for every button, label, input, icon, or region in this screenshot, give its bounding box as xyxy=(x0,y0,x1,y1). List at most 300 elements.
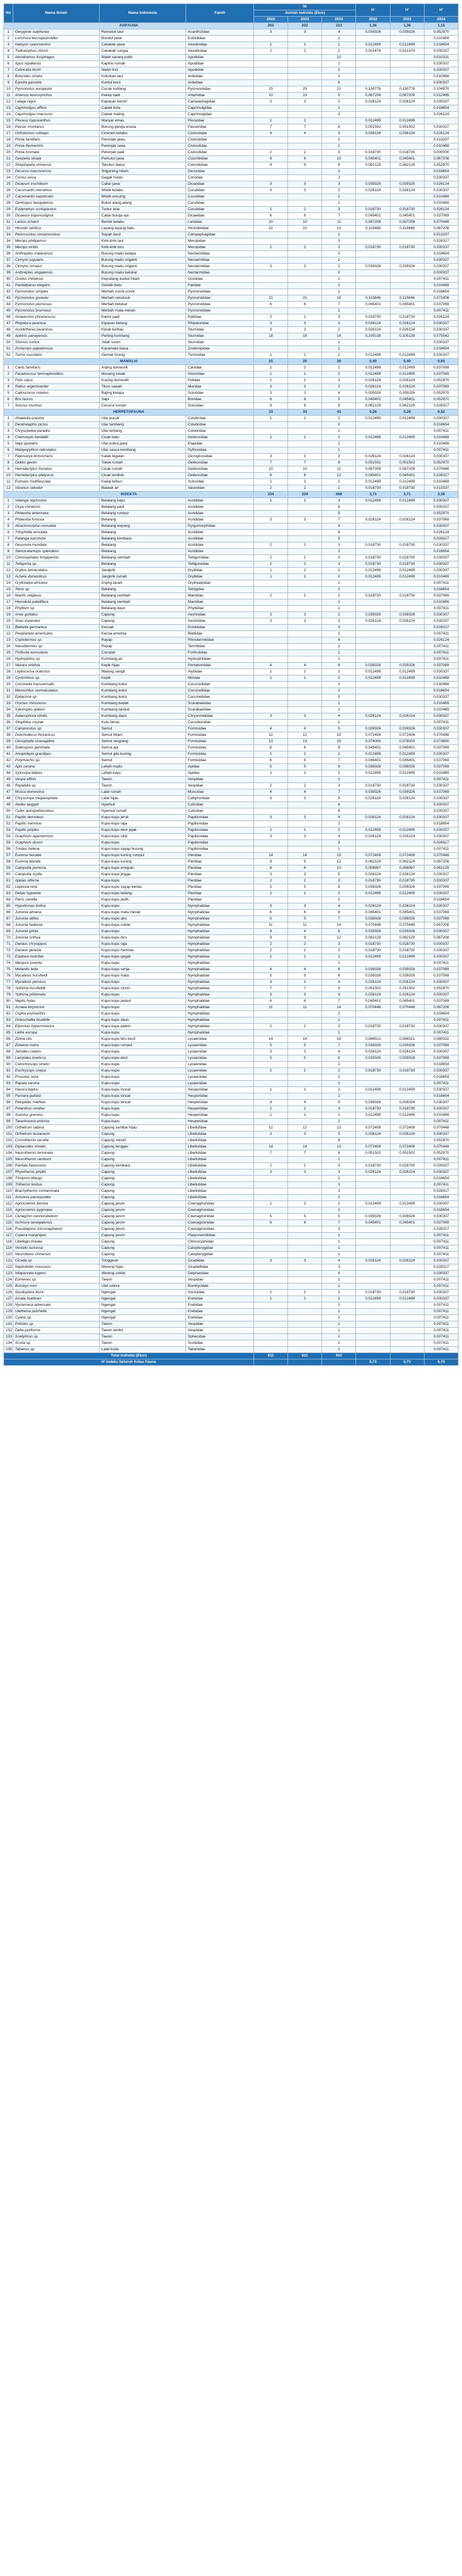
row-number: 81 xyxy=(4,1005,13,1011)
count-2024: 3 xyxy=(322,112,356,118)
family-name: Hydrophilidae xyxy=(186,656,254,663)
count-2022: 2 xyxy=(254,593,288,599)
h-2023 xyxy=(390,175,424,181)
table-row xyxy=(4,789,459,796)
count-2022 xyxy=(254,960,288,967)
family-name: Scarabaeidae xyxy=(186,701,254,707)
count-2024: 5 xyxy=(322,511,356,517)
row-number: 64 xyxy=(4,897,13,903)
indonesian-name: Kapinis rumah xyxy=(100,61,186,67)
scientific-name: Butorides striata xyxy=(13,74,100,80)
h-2024: 0,010469 xyxy=(424,200,458,207)
row-number: 27 xyxy=(4,194,13,200)
h-2022: 0,039326 xyxy=(356,181,390,188)
indonesian-name: Kapasan kemiri xyxy=(100,99,186,105)
row-number: 36 xyxy=(4,251,13,257)
family-name: Libellulidae xyxy=(186,1182,254,1188)
table-row xyxy=(4,1163,459,1169)
h-2023 xyxy=(390,1207,424,1214)
h-2024: 0,072408 xyxy=(424,295,458,302)
count-2023: 3 xyxy=(288,327,322,333)
row-number: 7 xyxy=(4,454,13,460)
h-2022: 0,012499 xyxy=(356,365,390,371)
h-2023: 0,119488 xyxy=(390,226,424,232)
table-row xyxy=(4,441,459,447)
count-2024: 18 xyxy=(322,1036,356,1043)
family-name: Cuculidae xyxy=(186,188,254,194)
category-total: 33 xyxy=(254,409,288,416)
count-2022: 14 xyxy=(254,1144,288,1150)
category-total: 334 xyxy=(288,492,322,498)
family-name: Libellulidae xyxy=(186,1157,254,1163)
h-2023: 0,026124 xyxy=(390,796,424,802)
count-2024: 8 xyxy=(322,1138,356,1144)
scientific-name: Lonchura leucogastroides xyxy=(13,36,100,42)
family-name: Tettigoniidae xyxy=(186,561,254,568)
h-2022: 0,045401 xyxy=(356,213,390,219)
family-name: Papilionidae xyxy=(186,821,254,827)
row-number: 23 xyxy=(4,637,13,644)
indonesian-name: Nyamuk xyxy=(100,802,186,808)
count-2023 xyxy=(288,625,322,631)
h-2024: 0,030337 xyxy=(424,891,458,897)
count-2023 xyxy=(288,606,322,612)
h-2022 xyxy=(356,897,390,903)
row-number: 32 xyxy=(4,226,13,232)
indonesian-name: Merbah belukar xyxy=(100,302,186,308)
family-name: Nymphalidae xyxy=(186,948,254,954)
row-number: 49 xyxy=(4,333,13,340)
indonesian-name: Capung xyxy=(100,1188,186,1195)
indonesian-name: Tonggeret xyxy=(100,1258,186,1264)
scientific-name: Epilachna sp. xyxy=(13,694,100,701)
scientific-name: Graphium doson xyxy=(13,840,100,846)
scientific-name: Nasutitermes sp. xyxy=(13,644,100,650)
count-2023: 1 xyxy=(288,42,322,48)
scientific-name: Valanga nigricornis xyxy=(13,498,100,504)
scientific-name: Aedes aegypti xyxy=(13,802,100,808)
h-2022 xyxy=(356,80,390,86)
count-2024: 12 xyxy=(322,473,356,479)
row-number: 41 xyxy=(4,283,13,289)
h-2023 xyxy=(390,1182,424,1188)
h-2023: 0,018730 xyxy=(390,1068,424,1074)
h-2022: 0,018730 xyxy=(356,207,390,213)
count-2024: 1 xyxy=(322,194,356,200)
scientific-name: Doleschallia bisaltide xyxy=(13,1017,100,1024)
category-total: 0,26 xyxy=(356,409,390,416)
h-2023 xyxy=(390,1321,424,1328)
count-2023 xyxy=(288,720,322,726)
family-name: Delphacidae xyxy=(186,1271,254,1277)
category-total: 3,38 xyxy=(424,492,458,498)
scientific-name: Lalage nigra xyxy=(13,99,100,105)
indonesian-name: Kupu-kupu xyxy=(100,979,186,986)
count-2022 xyxy=(254,238,288,245)
count-2022: 7 xyxy=(254,460,288,466)
scientific-name: Lethe europa xyxy=(13,1030,100,1036)
h-2023 xyxy=(390,821,424,827)
scientific-name: Nezara viridula xyxy=(13,663,100,669)
table-row xyxy=(4,156,459,162)
count-2022 xyxy=(254,777,288,783)
h-2024: 0,037069 xyxy=(424,1043,458,1049)
family-name: Hirundinidae xyxy=(186,226,254,232)
table-row xyxy=(4,378,459,384)
family-name: Acrididae xyxy=(186,511,254,517)
count-2023: 2 xyxy=(288,542,322,549)
category-row xyxy=(4,409,459,416)
h-2022: 0,039326 xyxy=(356,1043,390,1049)
count-2022 xyxy=(254,694,288,701)
indonesian-name: Tikus sawah xyxy=(100,384,186,390)
h-2024: 0,030337 xyxy=(424,555,458,561)
h-2022 xyxy=(356,1283,390,1290)
count-2024: 5 xyxy=(322,397,356,403)
family-name: Hesperiidae xyxy=(186,1093,254,1100)
h-2024: 0,012499 xyxy=(424,93,458,99)
h-2022: 0,018730 xyxy=(356,542,390,549)
indonesian-name: Kupu-kupu xyxy=(100,1068,186,1074)
category-total: 0,52 xyxy=(424,409,458,416)
h-2024: 0,030337 xyxy=(424,264,458,270)
h-2022: 0,039326 xyxy=(356,916,390,922)
h-2022: 0,039326 xyxy=(356,1055,390,1062)
count-2022 xyxy=(254,580,288,587)
row-number: 40 xyxy=(4,745,13,751)
count-2022: 6 xyxy=(254,998,288,1005)
h-2024: 0,030337 xyxy=(424,992,458,998)
count-2024: 5 xyxy=(322,929,356,935)
row-number: 15 xyxy=(4,118,13,124)
count-2022: 8 xyxy=(254,865,288,872)
count-2023: 3 xyxy=(288,517,322,523)
indonesian-name: Perling kumbang xyxy=(100,333,186,340)
h-2022: 0,018730 xyxy=(356,783,390,789)
count-2022 xyxy=(254,897,288,903)
family-name: Meropidae xyxy=(186,245,254,251)
h-2023: 0,026124 xyxy=(390,378,424,384)
h-2024: 0,030337 xyxy=(424,903,458,910)
h-2023: 0,062129 xyxy=(390,935,424,941)
count-2023: 1 xyxy=(288,574,322,580)
scientific-name: Apus nipalensis xyxy=(13,61,100,67)
count-2023 xyxy=(288,530,322,536)
scientific-name: Acisoma panorpoides xyxy=(13,1195,100,1201)
row-number: 38 xyxy=(4,264,13,270)
table-row xyxy=(4,460,459,466)
scientific-name: Passer montanus xyxy=(13,124,100,131)
scientific-name: Leptocorisa oratorius xyxy=(13,669,100,675)
scientific-name: Vespa affinis xyxy=(13,777,100,783)
h-2024: 0,030337 xyxy=(424,542,458,549)
indonesian-name: Burung madu kelapa xyxy=(100,251,186,257)
count-2022: 9 xyxy=(254,403,288,409)
count-2022: 3 xyxy=(254,454,288,460)
family-name: Bombycidae xyxy=(186,1283,254,1290)
category-total: 3,71 xyxy=(390,492,424,498)
indonesian-name: Lebah madu xyxy=(100,764,186,770)
h-2024: 0,010469 xyxy=(424,143,458,150)
count-2022 xyxy=(254,308,288,314)
family-name: Meropidae xyxy=(186,238,254,245)
h-2024: 0,030337 xyxy=(424,1131,458,1138)
count-2023: 3 xyxy=(288,903,322,910)
row-number: 63 xyxy=(4,891,13,897)
h-2022: 0,012499 xyxy=(356,352,390,359)
h-2024: 0,030337 xyxy=(424,67,458,74)
h-2024: 0,030337 xyxy=(424,1296,458,1302)
count-2024: 1 xyxy=(322,289,356,295)
count-2022 xyxy=(254,1347,288,1353)
family-name: Papilionidae xyxy=(186,834,254,840)
count-2024: 11 xyxy=(322,219,356,226)
h-2022: 0,067208 xyxy=(356,219,390,226)
count-2022: 4 xyxy=(254,726,288,732)
count-2022 xyxy=(254,1271,288,1277)
count-2022: 7 xyxy=(254,986,288,992)
count-2024: 2 xyxy=(322,549,356,555)
count-2023: 2 xyxy=(288,941,322,948)
count-2024: 1 xyxy=(322,428,356,435)
indonesian-name: Merbah cerukcuk xyxy=(100,295,186,302)
family-name: Lycaenidae xyxy=(186,1068,254,1074)
h-2024: 0,030337 xyxy=(424,321,458,327)
row-number: 29 xyxy=(4,675,13,682)
table-row xyxy=(4,1328,459,1334)
h-2023 xyxy=(390,701,424,707)
indonesian-name: Jalak suren xyxy=(100,340,186,346)
scientific-name: Neurobasis chinensis xyxy=(13,1252,100,1258)
h-2024: 0,030337 xyxy=(424,188,458,194)
table-row xyxy=(4,555,459,561)
row-number: 25 xyxy=(4,650,13,656)
count-2024: 6 xyxy=(322,663,356,669)
row-number: 102 xyxy=(4,1138,13,1144)
scientific-name: Neptis hylas xyxy=(13,998,100,1005)
row-number: 91 xyxy=(4,1068,13,1074)
h-2024: 0,037069 xyxy=(424,998,458,1005)
table-row xyxy=(4,1157,459,1163)
row-number: 6 xyxy=(4,397,13,403)
h-2022: 0,039326 xyxy=(356,789,390,796)
row-number: 13 xyxy=(4,105,13,112)
count-2023 xyxy=(288,637,322,644)
count-2022: 7 xyxy=(254,1150,288,1157)
count-2024: 2 xyxy=(322,245,356,251)
family-name: Calliphoridae xyxy=(186,796,254,802)
count-2023 xyxy=(288,1252,322,1258)
indonesian-name: Kupu-kupu xyxy=(100,878,186,884)
count-2022 xyxy=(254,637,288,644)
h-2023 xyxy=(390,105,424,112)
family-name: Hesperiidae xyxy=(186,1106,254,1112)
h-2024: 0,037069 xyxy=(424,916,458,922)
table-row xyxy=(4,783,459,789)
count-2022: 2 xyxy=(254,1068,288,1074)
scientific-name: Dolichoderus thoracicus xyxy=(13,732,100,739)
scientific-name: Collocalia linchi xyxy=(13,67,100,74)
count-2022 xyxy=(254,802,288,808)
scientific-name: Lampides boeticus xyxy=(13,1055,100,1062)
scientific-name: Libellago lineata xyxy=(13,1239,100,1245)
family-name: Apodidae xyxy=(186,61,254,67)
count-2022 xyxy=(254,346,288,352)
h-2024: 0,030337 xyxy=(424,783,458,789)
scientific-name: Turnix suscitator xyxy=(13,352,100,359)
indonesian-name: Capung xyxy=(100,1157,186,1163)
h-2024: 0,018654 xyxy=(424,549,458,555)
h-index-label: H' Indeks Seluruh Kelas Fauna xyxy=(4,1359,254,1366)
h-2024: 0,007411 xyxy=(424,1302,458,1309)
h-2024: 0,052970 xyxy=(424,986,458,992)
count-2024: 1 xyxy=(322,574,356,580)
row-number: 46 xyxy=(4,314,13,321)
count-2024: 2 xyxy=(322,1207,356,1214)
scientific-name: Solenopsis geminata xyxy=(13,745,100,751)
family-name: Nymphalidae xyxy=(186,935,254,941)
table-row xyxy=(4,549,459,555)
count-2022 xyxy=(254,536,288,542)
count-2023: 12 xyxy=(288,732,322,739)
count-2024: 6 xyxy=(322,1055,356,1062)
h-2023 xyxy=(390,232,424,238)
h-2024: 0,030337 xyxy=(424,61,458,67)
h-2023: 0,039326 xyxy=(390,789,424,796)
count-2022 xyxy=(254,340,288,346)
row-number: 120 xyxy=(4,1252,13,1258)
scientific-name: Hasora badra xyxy=(13,1087,100,1093)
scientific-name: Callosciurus notatus xyxy=(13,390,100,397)
h-2023: 0,039326 xyxy=(390,916,424,922)
category-total: 1,36 xyxy=(356,23,390,29)
h-2022: 0,018730 xyxy=(356,150,390,156)
indonesian-name: Kupu-kupu ekor jejak xyxy=(100,827,186,834)
table-row xyxy=(4,986,459,992)
year-header: 2023 xyxy=(390,17,424,23)
h-2022 xyxy=(356,1207,390,1214)
row-number: 76 xyxy=(4,973,13,979)
scientific-name: Chrysomya megacephala xyxy=(13,796,100,802)
h-2023 xyxy=(390,1309,424,1315)
table-row xyxy=(4,162,459,169)
count-2024: 3 xyxy=(322,1106,356,1112)
table-row xyxy=(4,701,459,707)
h-2024 xyxy=(424,118,458,124)
family-name: Nymphalidae xyxy=(186,960,254,967)
row-number: 1 xyxy=(4,416,13,422)
h-2022 xyxy=(356,530,390,536)
table-row xyxy=(4,1264,459,1271)
row-number: 107 xyxy=(4,1169,13,1176)
table-row xyxy=(4,270,459,276)
indonesian-name: Burung madu sriganti xyxy=(100,257,186,264)
h-2024: 0,030337 xyxy=(424,726,458,732)
count-2023 xyxy=(288,169,322,175)
table-row xyxy=(4,485,459,492)
scientific-name: Aerodramus fuciphagus xyxy=(13,55,100,61)
table-row xyxy=(4,1074,459,1081)
h-2022 xyxy=(356,707,390,713)
count-2023: 3 xyxy=(288,796,322,802)
row-number: 21 xyxy=(4,156,13,162)
count-2023: 2 xyxy=(288,314,322,321)
h-2024: 0,007411 xyxy=(424,631,458,637)
scientific-name: Phyllium sp. xyxy=(13,606,100,612)
row-number: 28 xyxy=(4,200,13,207)
row-number: 78 xyxy=(4,986,13,992)
indonesian-name: Lalat rumah xyxy=(100,789,186,796)
count-2022 xyxy=(254,1176,288,1182)
family-name: Turnicidae xyxy=(186,352,254,359)
table-row xyxy=(4,1283,459,1290)
row-number: 25 xyxy=(4,181,13,188)
family-name: Lycaenidae xyxy=(186,1049,254,1055)
table-footer xyxy=(4,1353,459,1366)
indonesian-name: Kupu-kupu gagak xyxy=(100,954,186,960)
indonesian-name: Tawon xyxy=(100,783,186,789)
table-row xyxy=(4,333,459,340)
row-number: 3 xyxy=(4,428,13,435)
count-2023 xyxy=(288,200,322,207)
scientific-name: Cnemaspis kendallii xyxy=(13,435,100,441)
scientific-name: Troides helena xyxy=(13,846,100,853)
count-2023: 5 xyxy=(288,916,322,922)
h-2023: 0,018730 xyxy=(390,555,424,561)
h-index-value: 5,70 xyxy=(424,1359,458,1366)
table-row xyxy=(4,1214,459,1220)
h-2022: 0,086521 xyxy=(356,1036,390,1043)
count-2023 xyxy=(288,960,322,967)
h-2023: 0,018730 xyxy=(390,150,424,156)
h-2022: 0,045401 xyxy=(356,397,390,403)
indonesian-name: Kupu-kupu raja xyxy=(100,821,186,827)
col-count-sup: Ni xyxy=(254,4,356,10)
count-2023 xyxy=(288,846,322,853)
col-indonesian-name: Nama Indonesia xyxy=(100,4,186,23)
scientific-name: Bombyx mori xyxy=(13,1283,100,1290)
row-number: 20 xyxy=(4,618,13,625)
count-2022 xyxy=(254,1334,288,1340)
family-name: Erebidae xyxy=(186,1302,254,1309)
h-index-value: 5,73 xyxy=(356,1359,390,1366)
scientific-name: Ropalidia sp. xyxy=(13,783,100,789)
count-2023: 1 xyxy=(288,675,322,682)
row-number: 106 xyxy=(4,1163,13,1169)
row-number: 85 xyxy=(4,1030,13,1036)
count-2024: 1 xyxy=(322,74,356,80)
h-2023 xyxy=(390,1252,424,1258)
h-2022: 0,067208 xyxy=(356,466,390,473)
count-2022 xyxy=(254,270,288,276)
indonesian-name: Lalat kuda xyxy=(100,1347,186,1353)
table-row xyxy=(4,371,459,378)
h-2024: 0,030337 xyxy=(424,561,458,568)
h-2023 xyxy=(390,1081,424,1087)
count-2024: 2 xyxy=(322,371,356,378)
indonesian-name: Gelatik-batu xyxy=(100,283,186,289)
h-2024: 0,030337 xyxy=(424,878,458,884)
h-2024: 0,007411 xyxy=(424,428,458,435)
h-2024: 0,030337 xyxy=(424,929,458,935)
h-2022: 0,039326 xyxy=(356,764,390,770)
indonesian-name: Kirik-kirik biru xyxy=(100,245,186,251)
count-2024: 21 xyxy=(322,86,356,93)
count-2022 xyxy=(254,599,288,606)
count-2022 xyxy=(254,1138,288,1144)
family-name: Culicidae xyxy=(186,802,254,808)
family-name: Aeshnidae xyxy=(186,612,254,618)
